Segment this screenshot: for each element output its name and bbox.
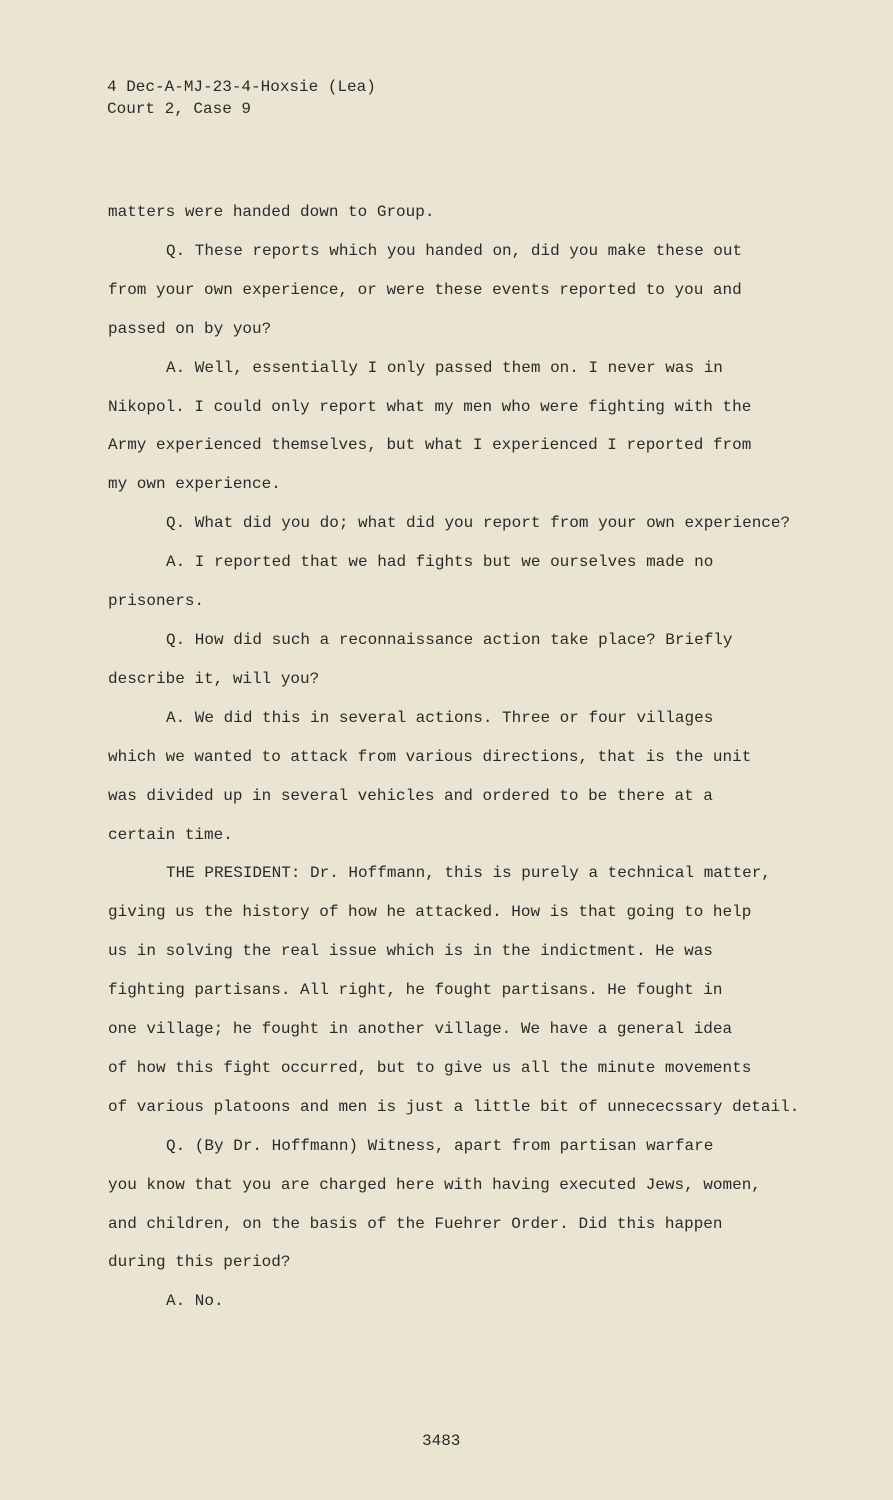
transcript-line: my own experience. <box>108 475 281 494</box>
transcript-line: matters were handed down to Group. <box>108 203 435 221</box>
transcript-body <box>108 193 820 1321</box>
transcript-line: you know that you are charged here with having executed Jews, women, <box>108 1175 761 1194</box>
transcript-line: which we wanted to attack from various directions, that is the unit <box>108 747 752 766</box>
header-case-id: 4 Dec-A-MJ-23-4-Hoxsie (Lea) <box>107 78 376 96</box>
transcript-line: was divided up in several vehicles and ordered to be there at a <box>108 786 713 805</box>
transcript-line: us in solving the real issue which is in the indictment. He was <box>108 942 713 961</box>
transcript-line: Q. (By Dr. Hoffmann) Witness, apart from partisan warfare <box>166 1136 714 1155</box>
transcript-line: describe it, will you? <box>108 669 320 688</box>
transcript-line: during this period? <box>108 1253 291 1272</box>
document-header <box>107 76 376 120</box>
transcript-line: Q. What did you do; what did you report from your own experience? <box>166 514 791 533</box>
transcript-line: Nikopol. I could only report what my men who were fighting with the <box>108 397 752 416</box>
transcript-line: prisoners. <box>108 592 205 611</box>
transcript-line: THE PRESIDENT: Dr. Hoffmann, this is purely a technical matter, <box>166 864 771 883</box>
transcript-line: A. No. <box>166 1292 224 1311</box>
transcript-line: certain time. <box>108 825 233 844</box>
transcript-line: Q. How did such a reconnaissance action take place? Briefly <box>166 630 733 649</box>
transcript-line: passed on by you? <box>108 319 272 338</box>
transcript-line: of how this fight occurred, but to give us all the minute movements <box>108 1058 752 1077</box>
transcript-line: one village; he fought in another village. We have a general idea <box>108 1020 733 1039</box>
transcript-line: of various platoons and men is just a little bit of unnececssary detail. <box>108 1097 800 1116</box>
transcript-line: A. We did this in several actions. Three or four villages <box>166 708 714 727</box>
transcript-line: A. Well, essentially I only passed them on. I never was in <box>166 358 723 377</box>
transcript-line: giving us the history of how he attacked. How is that going to help <box>108 903 752 922</box>
transcript-line: and children, on the basis of the Fuehrer Order. Did this happen <box>108 1214 723 1233</box>
transcript-line: Army experienced themselves, but what I experienced I reported from <box>108 436 752 455</box>
transcript-line: from your own experience, or were these events reported to you and <box>108 280 742 299</box>
transcript-line: A. I reported that we had fights but we ourselves made no <box>166 553 714 572</box>
page-number: 3483 <box>422 1432 461 1450</box>
transcript-line: Q. These reports which you handed on, did you make these out <box>166 241 743 260</box>
header-court-case: Court 2, Case 9 <box>107 100 252 118</box>
transcript-line: fighting partisans. All right, he fought partisans. He fought in <box>108 981 723 1000</box>
